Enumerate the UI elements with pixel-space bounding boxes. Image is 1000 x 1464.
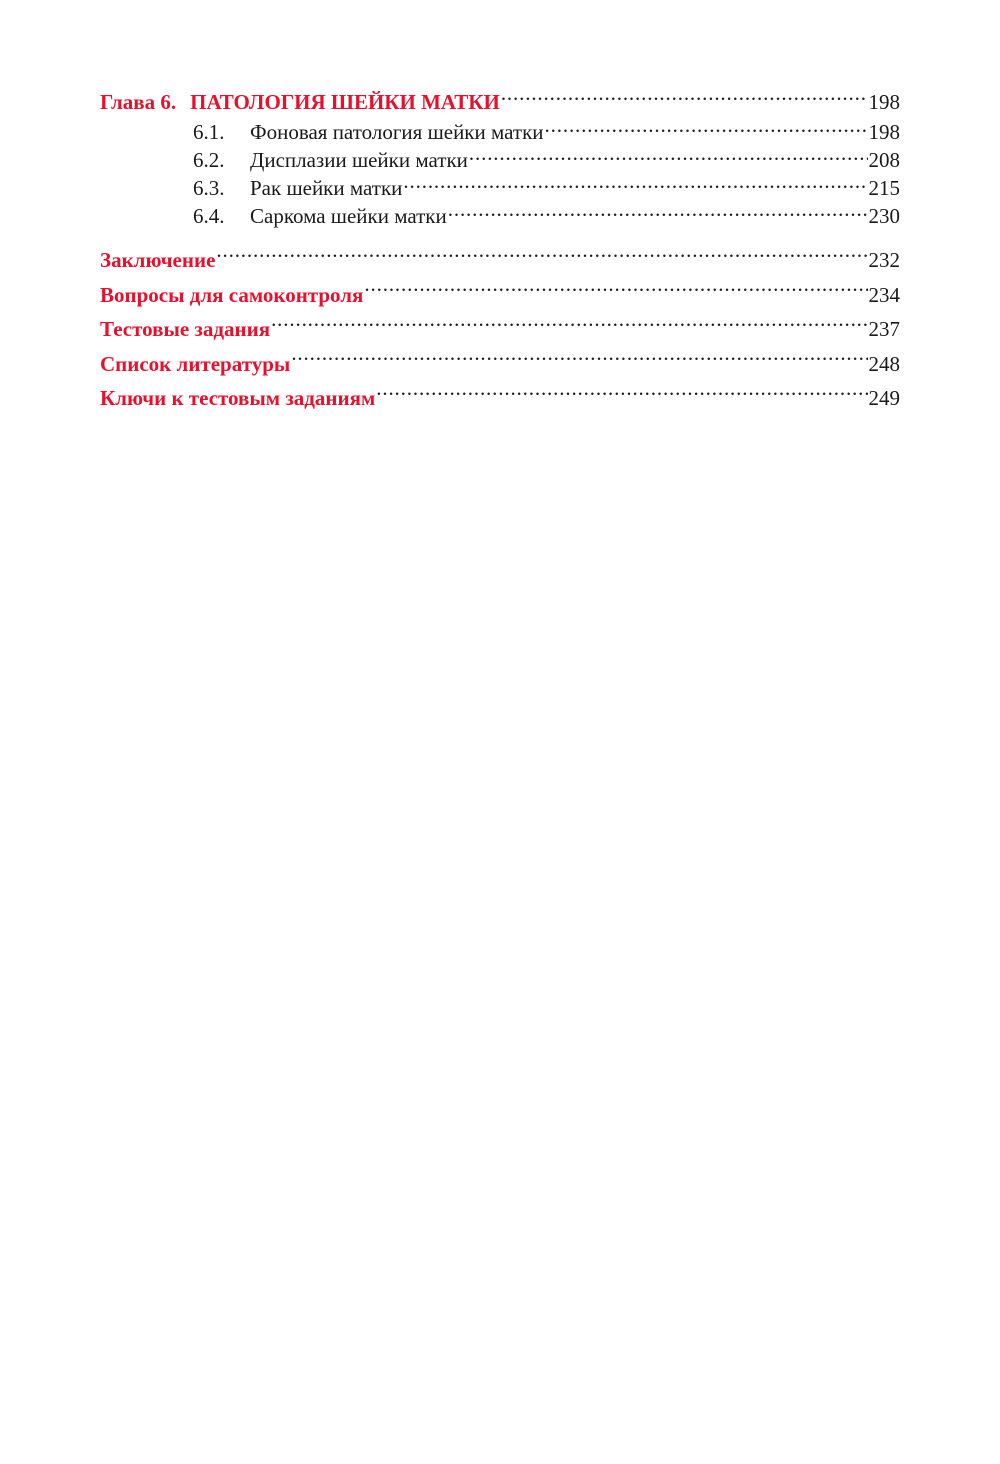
toc-conclusion[interactable]	[100, 243, 900, 278]
dot-leader	[545, 118, 868, 139]
toc-section-6-2[interactable]	[100, 146, 900, 174]
toc-chapter-6[interactable]	[100, 86, 900, 118]
section-number: 6.3.	[193, 176, 225, 200]
chapter-label: Глава 6.	[100, 90, 177, 114]
chapter-page-number: 198	[868, 90, 900, 114]
section-page-number: 208	[868, 148, 900, 172]
dot-leader	[469, 146, 868, 167]
back-matter-title: Вопросы для самоконтроля	[100, 282, 364, 307]
section-number: 6.1.	[193, 120, 225, 144]
toc-test-tasks[interactable]	[100, 312, 900, 347]
dot-leader	[403, 174, 867, 195]
back-matter-title: Ключи к тестовым заданиям	[100, 386, 376, 410]
toc-self-check-questions[interactable]	[100, 278, 900, 313]
section-number: 6.4.	[193, 204, 225, 228]
back-matter-title: Тестовые задания	[100, 317, 271, 341]
back-matter-page-number: 234	[868, 282, 900, 307]
section-title: Саркома шейки матки	[250, 204, 447, 228]
toc-section-6-1[interactable]	[100, 118, 900, 146]
dot-leader	[501, 88, 868, 109]
toc-section-6-3[interactable]	[100, 174, 900, 202]
toc-answer-keys[interactable]	[100, 381, 900, 416]
dot-leader	[271, 315, 867, 336]
section-page-number: 230	[868, 204, 900, 228]
dot-leader	[448, 202, 868, 223]
toc-section-6-4[interactable]	[100, 202, 900, 230]
back-matter-page-number: 249	[868, 386, 900, 410]
section-number: 6.2.	[193, 148, 225, 172]
toc-bibliography[interactable]	[100, 347, 900, 382]
section-page-number: 215	[868, 176, 900, 200]
dot-leader	[376, 384, 867, 405]
back-matter-title: Список литературы	[100, 351, 291, 376]
chapter-title: ПАТОЛОГИЯ ШЕЙКИ МАТКИ	[190, 90, 500, 114]
section-page-number: 198	[868, 120, 900, 144]
dot-leader	[216, 246, 867, 267]
section-title: Фоновая патология шейки матки	[250, 120, 544, 144]
back-matter-page-number: 248	[868, 351, 900, 376]
dot-leader	[291, 350, 867, 371]
back-matter-page-number: 237	[868, 317, 900, 341]
section-title: Дисплазии шейки матки	[250, 148, 468, 172]
dot-leader	[364, 281, 867, 302]
table-of-contents	[100, 86, 900, 416]
back-matter-page-number: 232	[868, 248, 900, 272]
back-matter-title: Заключение	[100, 248, 216, 272]
section-title: Рак шейки матки	[250, 176, 403, 200]
